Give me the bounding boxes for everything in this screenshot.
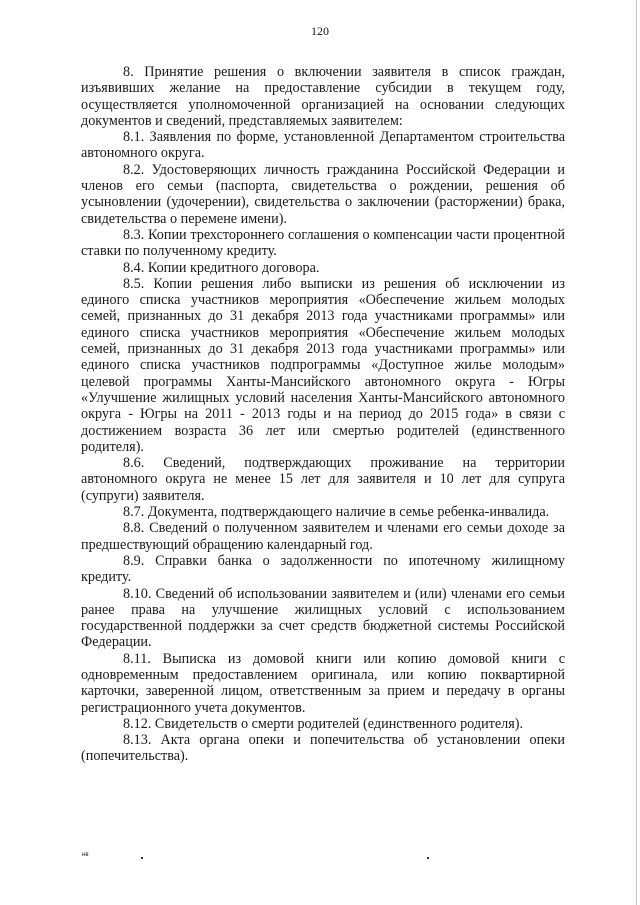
paragraph-8-7: 8.7. Документа, подтверждающего наличие в семье ребенка-инвалида.: [123, 504, 550, 521]
paragraph-8-13: 8.13. Акта органа опеки и попечительства об установлении опеки (попечительства).: [81, 732, 565, 765]
paragraph-8-2: 8.2. Удостоверяющих личность гражданина Российской Федерации и членов его семьи (паспорта, свидетельства о рождении, решения об усыновлении (удочерении), свидетельства о заключении (расторжении) брака, свидетельства о перемене имени).: [81, 161, 565, 227]
scan-speck: [427, 857, 429, 859]
paragraph-8-11: 8.11. Выписка из домовой книги или копию домовой книги с одновременным предоставлением оригинала, или копию поквартирной карточки, заверенной лицом, ответственным за прием и передачу в органы регистрационного учета документов.: [81, 650, 565, 716]
page-number: 120: [311, 24, 329, 38]
paragraph-8-12: 8.12. Свидетельств о смерти родителей (единственного родителя).: [123, 715, 524, 732]
paragraph-8-8: 8.8. Сведений о полученном заявителем и членами его семьи доходе за предшествующий обращению календарный год.: [81, 520, 565, 553]
paragraph-8-3: 8.3. Копии трехстороннего соглашения о компенсации части процентной ставки по полученному кредиту.: [81, 226, 565, 260]
paragraph-8-1: 8.1. Заявления по форме, установленной Департаментом строительства автономного округа.: [81, 129, 565, 162]
paragraph-8-4: 8.4. Копии кредитного договора.: [123, 259, 320, 276]
document-body: [81, 64, 565, 765]
paragraph-8-6: 8.6. Сведений, подтверждающих проживание на территории автономного округа не менее 15 лет для заявителя и 10 лет для супруга (супруги) заявителя.: [81, 455, 565, 504]
paragraph-8-5: 8.5. Копии решения либо выписки из решения об исключении из единого списка участников мероприятия «Обеспечение жильем молодых семей, признанных до 31 декабря 2013 года участниками программы» или единого списка участников мероприятия «Обеспечение жильем молодых семей, признанных до 31 декабря 2013 года участниками программы» или единого списка участников подпрограммы «Доступное жилье молодым» целевой программы Ханты-Мансийского автономного округа - Югры «Улучшение жилищных условий населения Ханты-Мансийского автономного округа - Югры на 2011 - 2013 годы и на период до 2015 года» в связи с достижением возраста 36 лет или смертью родителей (единственного родителя).: [81, 275, 565, 455]
scan-speck: [141, 857, 143, 859]
footer-code: нв: [82, 852, 89, 858]
paragraph-8-10: 8.10. Сведений об использовании заявителем и (или) членами его семьи ранее права на улучшение жилищных условий с использованием государственной поддержки за счет средств бюджетной системы Российской Федерации.: [81, 585, 565, 651]
page-edge-line: [636, 0, 637, 905]
paragraph-8-9: 8.9. Справки банка о задолженности по ипотечному жилищному кредиту.: [81, 552, 565, 586]
paragraph-8: 8. Принятие решения о включении заявителя в список граждан, изъявивших желание на предоставление субсидии в текущем году, осуществляется уполномоченной организацией на основании следующих документов и сведений, представляемых заявителем:: [81, 64, 565, 129]
